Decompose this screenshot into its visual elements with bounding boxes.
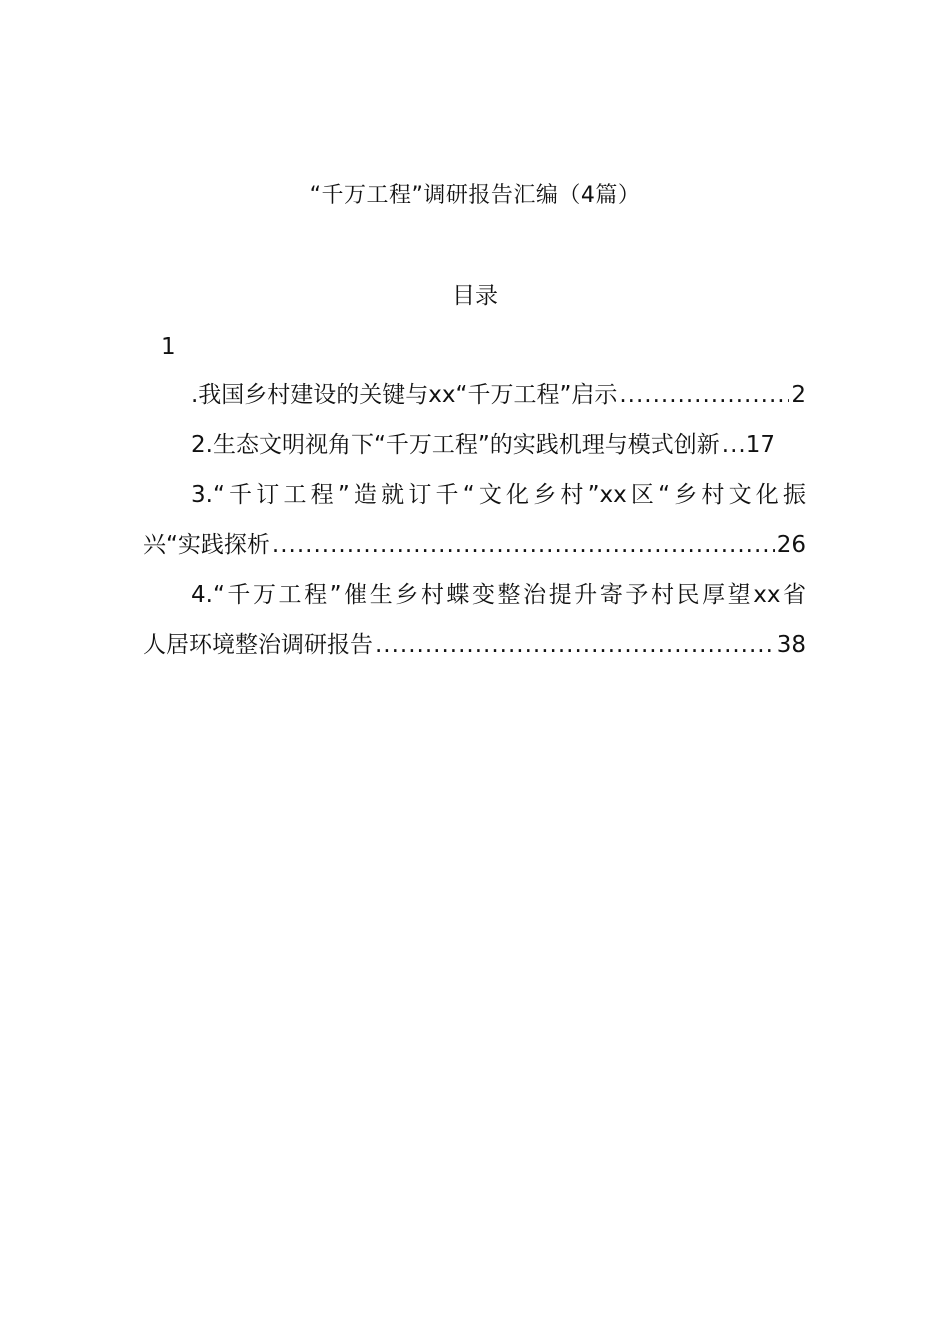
toc-entry-3-page: 26 [776, 532, 806, 558]
toc-entry-1-text: .我国乡村建设的关键与xx“千万工程”启示 [191, 382, 618, 408]
toc-entry-4-page: 38 [776, 632, 806, 658]
toc-entry-3-text-line-2: 兴“实践探析 [143, 532, 270, 558]
toc-entry-3-line-2[interactable] [143, 525, 806, 565]
toc-entry-2-page: 17 [745, 432, 776, 458]
toc-entry-4-line-1[interactable] [191, 575, 806, 615]
toc-entry-1-number: 1 [161, 334, 176, 360]
document-title: “千万工程”调研报告汇编（4篇） [309, 183, 641, 208]
toc-entry-1-page: 2 [791, 382, 806, 408]
toc-entry-3-line-1[interactable] [191, 475, 806, 515]
toc-entry-3-text-line-1: 3.“千订工程”造就订千“文化乡村”xx区“乡村文化振 [191, 482, 806, 508]
toc-leader-dots [375, 625, 775, 665]
toc-entry-4-text-line-1: 4.“千万工程”催生乡村蝶变整治提升寄予村民厚望xx省 [191, 582, 806, 608]
toc-entry-4-text-line-2: 人居环境整治调研报告 [143, 632, 373, 658]
toc-entry-2-text: 2.生态文明视角下“千万工程”的实践机理与模式创新 [191, 432, 720, 458]
toc-leader-dots [619, 375, 789, 415]
toc-leader-dots [272, 525, 775, 565]
toc-entry-1[interactable] [191, 375, 806, 415]
toc-leader-dots [722, 425, 744, 465]
toc-entry-4-line-2[interactable] [143, 625, 806, 665]
toc-heading: 目录 [452, 283, 498, 309]
toc-entry-2[interactable] [191, 425, 806, 465]
